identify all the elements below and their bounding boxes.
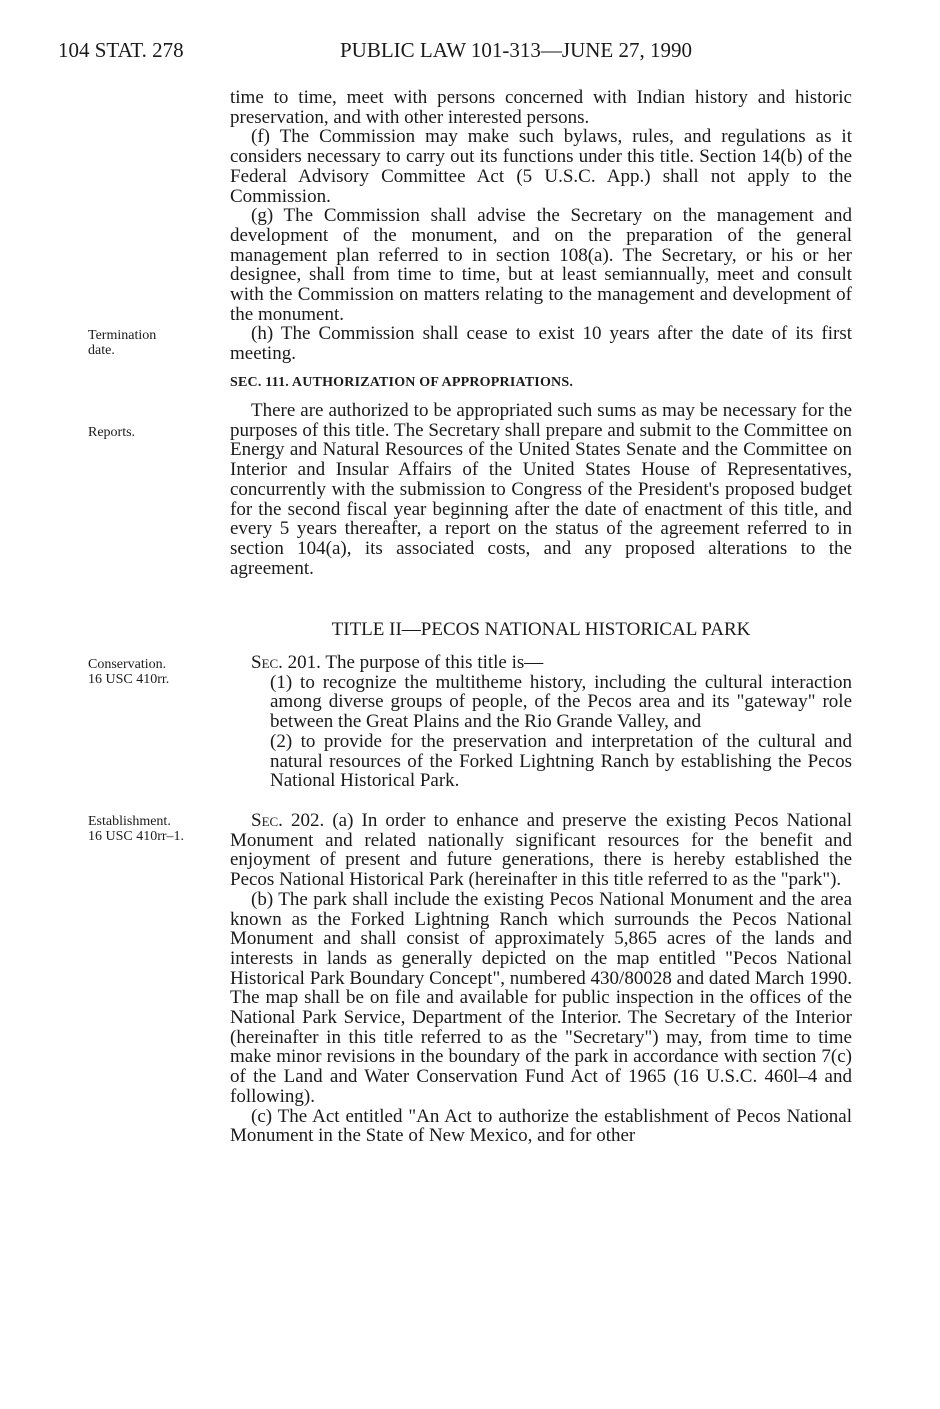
section-111-heading: SEC. 111. AUTHORIZATION OF APPROPRIATIONS. (230, 375, 574, 390)
section-label: Sec. 202. (251, 810, 325, 831)
paragraph-item-1: (1) to recognize the multitheme history, including the cultural interaction among diverse groups of people, of the Pecos area and its "gateway" role between the Great Plains and the Rio Grande Valley, and (270, 671, 852, 733)
paragraph-sec-202-a (230, 811, 852, 890)
paragraph-h: (h) The Commission shall cease to exist 10 years after the date of its first meeting. (230, 323, 852, 365)
margin-note-reports (88, 425, 223, 440)
paragraph-sec-202-c: (c) The Act entitled "An Act to authorize the establishment of Pecos National Monument in the State of New Mexico, and for other (230, 1105, 852, 1147)
margin-note-line: Reports. (88, 425, 136, 440)
block-sec-202 (230, 811, 852, 1146)
margin-note-establishment (88, 814, 223, 844)
law-reference: PUBLIC LAW 101-313—JUNE 27, 1990 (340, 38, 693, 62)
title-ii-heading: TITLE II—PECOS NATIONAL HISTORICAL PARK (331, 619, 751, 640)
block-commission (230, 88, 852, 364)
paragraph-sec-201-intro (230, 653, 852, 673)
margin-note-conservation (88, 657, 223, 687)
paragraph-sec-202-b: (b) The park shall include the existing Pecos National Monument and the area known as the Forked Lightning Ranch which surrounds the Pecos National Monument and shall consist of approximately 5,865 acres of the lands and interests in lands as generally depicted on the map entitled "Pecos National Historical Park Boundary Concept", numbered 430/80028 and dated March 1990. The map shall be on file and available for public inspection in the offices of the National Park Service, Department of the Interior. The Secretary of the Interior (hereinafter in this title referred to as the "Secretary") may, from time to time make minor revisions in the boundary of the park in accordance with section 7(c) of the Land and Water Conservation Fund Act of 1965 (16 U.S.C. 460l–4 and following). (230, 888, 852, 1107)
paragraph-f: (f) The Commission may make such bylaws, rules, and regulations as it considers necessary to carry out its functions under this title. Section 14(b) of the Federal Advisory Committee Act (5 U.S.C. App.) shall not apply to the Commission. (230, 126, 852, 207)
section-label: Sec. 201. (251, 652, 321, 673)
margin-note-line: Termination (88, 328, 157, 343)
section-a-text: (a) In order to enhance and preserve the existing Pecos National Monument and related nationally significant resources for the benefit and enjoyment of present and future generations, there is hereby established the Pecos National Historical Park (hereinafter in this title referred to as the "park"). (230, 810, 853, 891)
margin-note-line: date. (88, 343, 115, 358)
block-sec-201 (230, 653, 852, 791)
paragraph-continuation: time to time, meet with persons concerned with Indian history and historic preservation, and with other interested persons. (230, 87, 852, 128)
paragraph-item-2: (2) to provide for the preservation and interpretation of the cultural and natural resources of the Forked Lightning Ranch by establishing the Pecos National Historical Park. (270, 730, 852, 792)
paragraph-g: (g) The Commission shall advise the Secretary on the management and development of the monument, and on the preparation of the general management plan referred to in section 108(a). The Secretary, or his or her designee, shall from time to time, but at least semiannually, meet and consult with the Commission on matters relating to the management and development of the monument. (230, 205, 852, 325)
margin-note-termination (88, 328, 223, 358)
page-reference: 104 STAT. 278 (58, 38, 184, 62)
margin-note-line: 16 USC 410rr–1. (88, 829, 185, 844)
section-intro-text: The purpose of this title is— (320, 652, 544, 673)
margin-note-line: Establishment. (88, 814, 171, 829)
paragraph-appropriations: There are authorized to be appropriated such sums as may be necessary for the purposes of this title. The Secretary shall prepare and submit to the Committee on Energy and Natural Resources of the United States Senate and the Committee on Interior and Insular Affairs of the United States House of Representatives, concurrently with the submission to Congress of the President's proposed budget for the second fiscal year beginning after the date of enactment of this title, and every 5 years thereafter, a report on the status of the agreement referred to in section 104(a), its associated costs, and any proposed alterations to the agreement. (230, 400, 852, 579)
margin-note-line: Conservation. (88, 657, 167, 672)
block-sec-111 (230, 401, 852, 578)
margin-note-line: 16 USC 410rr. (88, 672, 170, 687)
